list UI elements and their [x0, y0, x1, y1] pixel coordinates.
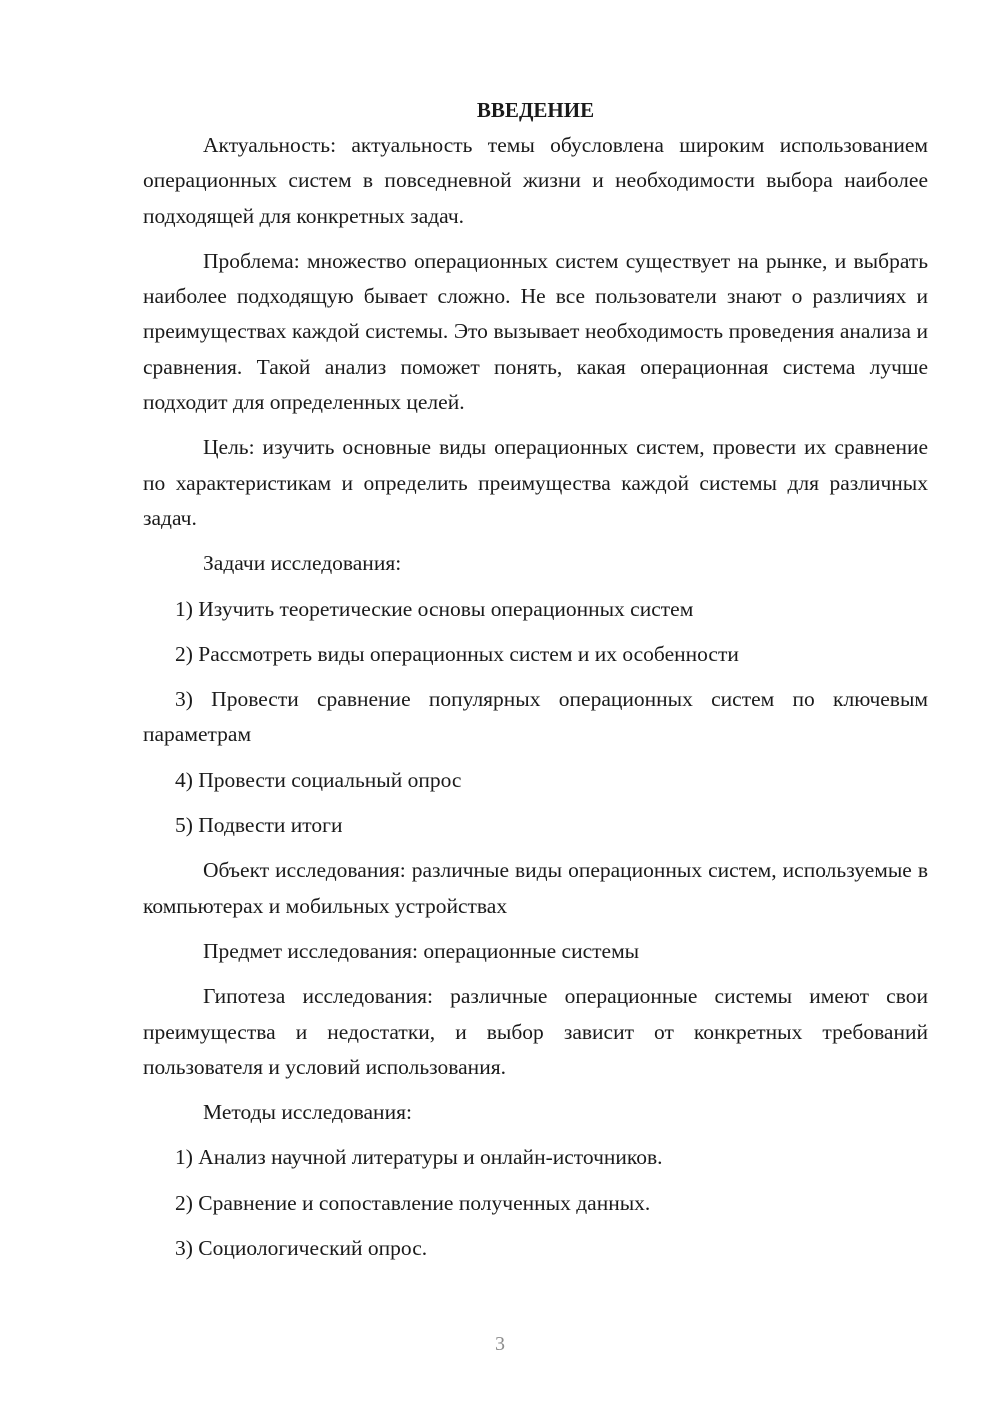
tasks-title: Задачи исследования:: [203, 551, 402, 576]
page-number: 3: [495, 1333, 505, 1355]
task-item-5: 5) Подвести итоги: [175, 813, 343, 838]
method-item-3: 3) Социологический опрос.: [175, 1236, 428, 1261]
relevance-paragraph: Актуальность: актуальность темы обусловлена широким использованием операционных систем в повседневной жизни и необходимости выбора наиболее подходящей для конкретных задач.: [143, 133, 928, 228]
method-item-2: 2) Сравнение и сопоставление полученных данных.: [175, 1190, 651, 1215]
hypothesis-paragraph: Гипотеза исследования: различные операционные системы имеют свои преимущества и недостатки, и выбор зависит от конкретных требований пользователя и условий использования.: [143, 984, 928, 1079]
task-item-2: 2) Рассмотреть виды операционных систем и их особенности: [175, 641, 739, 666]
goal-paragraph: Цель: изучить основные виды операционных систем, провести их сравнение по характеристикам и определить преимущества каждой системы для различных задач.: [143, 435, 928, 530]
task-item-3: 3) Провести сравнение популярных операционных систем по ключевым параметрам: [143, 687, 928, 747]
section-heading: ВВЕДЕНИЕ: [476, 98, 595, 122]
object-paragraph: Объект исследования: различные виды операционных систем, используемые в компьютерах и мобильных устройствах: [143, 858, 928, 918]
document-page: [143, 92, 928, 1276]
task-item-1: 1) Изучить теоретические основы операционных систем: [175, 596, 694, 621]
methods-title: Методы исследования:: [203, 1100, 412, 1125]
task-item-4: 4) Провести социальный опрос: [175, 767, 462, 792]
problem-paragraph: Проблема: множество операционных систем существует на рынке, и выбрать наиболее подходящую бывает сложно. Не все пользователи знают о различиях и преимуществах каждой системы. Это вызывает необходимость проведения анализа и сравнения. Такой анализ поможет понять, какая операционная система лучше подходит для определенных целей.: [143, 248, 928, 415]
method-item-1: 1) Анализ научной литературы и онлайн-источников.: [175, 1145, 663, 1170]
subject-paragraph: Предмет исследования: операционные системы: [203, 938, 640, 963]
